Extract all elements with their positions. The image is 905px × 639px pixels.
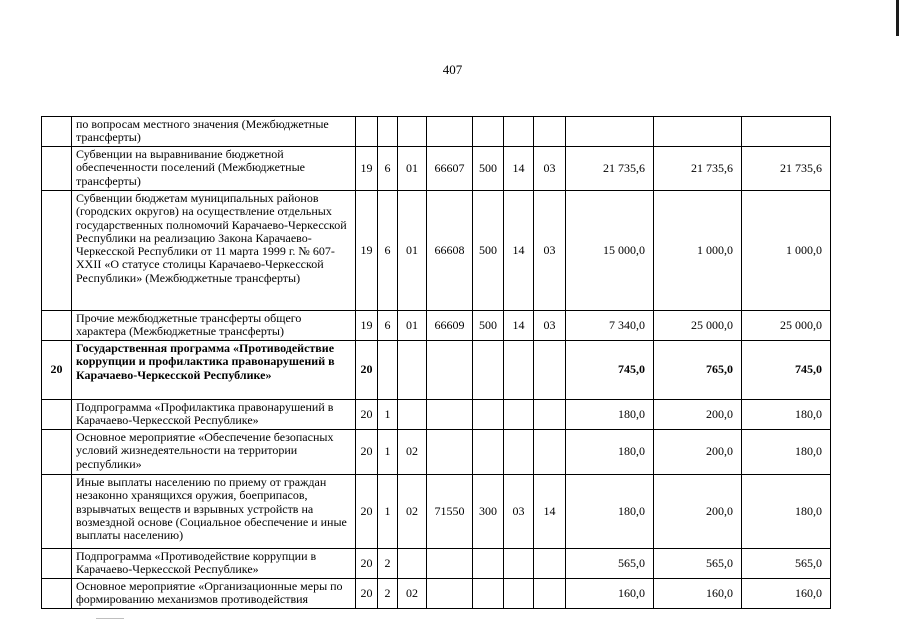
row-name: Прочие межбюджетные трансферты общего характера (Межбюджетные трансферты) [72, 311, 356, 341]
row-name: по вопросам местного значения (Межбюджетные трансферты) [72, 117, 356, 147]
table-row [42, 117, 831, 147]
code-cell [504, 549, 534, 579]
code-cell: 01 [398, 311, 427, 341]
code-cell: 6 [378, 147, 398, 191]
code-cell [473, 117, 504, 147]
table-row [42, 430, 831, 475]
code-cell: 01 [398, 191, 427, 311]
code-cell [427, 549, 473, 579]
code-cell [504, 341, 534, 400]
code-cell: 2 [378, 549, 398, 579]
code-cell [473, 430, 504, 475]
code-cell: 20 [356, 579, 378, 609]
amount-cell [742, 117, 831, 147]
code-cell [473, 549, 504, 579]
code-cell: 02 [398, 579, 427, 609]
code-cell [504, 117, 534, 147]
code-cell [534, 579, 566, 609]
amount-cell: 21 735,6 [566, 147, 654, 191]
scan-speck [96, 618, 124, 619]
amount-cell: 21 735,6 [742, 147, 831, 191]
row-name: Субвенции бюджетам муниципальных районов (городских округов) на осуществление отдельных государственных полномочий Карачаево-Черкесской Республики на реализацию Закона Карачаево-Черкесской Республики от 11 марта 1999 г. № 607-XXII «О статусе столицы Карачаево-Черкесской Республики» (Межбюджетные трансферты) [72, 191, 356, 311]
code-cell: 14 [504, 147, 534, 191]
code-cell: 20 [356, 341, 378, 400]
code-cell: 300 [473, 475, 504, 549]
code-cell: 03 [534, 191, 566, 311]
code-cell: 01 [398, 147, 427, 191]
row-name: Основное мероприятие «Организационные меры по формированию механизмов противодействия [72, 579, 356, 609]
amount-cell: 745,0 [566, 341, 654, 400]
amount-cell [566, 117, 654, 147]
table-row [42, 147, 831, 191]
code-cell [398, 117, 427, 147]
code-cell [427, 117, 473, 147]
code-cell: 14 [534, 475, 566, 549]
code-cell: 02 [398, 430, 427, 475]
code-cell [378, 341, 398, 400]
code-cell [534, 341, 566, 400]
amount-cell: 565,0 [566, 549, 654, 579]
code-cell [398, 341, 427, 400]
amount-cell: 15 000,0 [566, 191, 654, 311]
code-cell [473, 400, 504, 430]
amount-cell: 1 000,0 [742, 191, 831, 311]
row-number [42, 579, 72, 609]
row-name: Государственная программа «Противодействие коррупции и профилактика правонарушений в Карачаево-Черкесской Республике» [72, 341, 356, 400]
amount-cell: 765,0 [654, 341, 742, 400]
row-number [42, 147, 72, 191]
amount-cell: 180,0 [742, 430, 831, 475]
code-cell: 20 [356, 475, 378, 549]
amount-cell: 7 340,0 [566, 311, 654, 341]
amount-cell: 160,0 [742, 579, 831, 609]
row-number: 20 [42, 341, 72, 400]
amount-cell [654, 117, 742, 147]
amount-cell: 200,0 [654, 430, 742, 475]
code-cell [534, 430, 566, 475]
row-number [42, 117, 72, 147]
amount-cell: 180,0 [742, 400, 831, 430]
code-cell: 19 [356, 311, 378, 341]
amount-cell: 200,0 [654, 400, 742, 430]
code-cell [534, 549, 566, 579]
amount-cell: 200,0 [654, 475, 742, 549]
code-cell: 66609 [427, 311, 473, 341]
row-number [42, 475, 72, 549]
code-cell [398, 400, 427, 430]
table-row [42, 549, 831, 579]
amount-cell: 25 000,0 [654, 311, 742, 341]
code-cell: 14 [504, 191, 534, 311]
code-cell: 1 [378, 430, 398, 475]
amount-cell: 565,0 [654, 549, 742, 579]
table-row-program [42, 341, 831, 400]
code-cell: 03 [504, 475, 534, 549]
code-cell: 03 [534, 311, 566, 341]
row-number [42, 549, 72, 579]
row-number [42, 311, 72, 341]
amount-cell: 565,0 [742, 549, 831, 579]
amount-cell: 160,0 [566, 579, 654, 609]
code-cell [378, 117, 398, 147]
code-cell: 500 [473, 191, 504, 311]
row-name: Подпрограмма «Противодействие коррупции в Карачаево-Черкесской Республике» [72, 549, 356, 579]
table-row [42, 579, 831, 609]
row-number [42, 430, 72, 475]
code-cell [398, 549, 427, 579]
amount-cell: 1 000,0 [654, 191, 742, 311]
code-cell: 19 [356, 147, 378, 191]
row-number [42, 400, 72, 430]
code-cell: 66607 [427, 147, 473, 191]
code-cell: 6 [378, 311, 398, 341]
code-cell [427, 430, 473, 475]
code-cell: 2 [378, 579, 398, 609]
code-cell: 03 [534, 147, 566, 191]
code-cell [473, 341, 504, 400]
table-row [42, 311, 831, 341]
code-cell: 6 [378, 191, 398, 311]
amount-cell: 180,0 [566, 475, 654, 549]
amount-cell: 180,0 [566, 430, 654, 475]
row-name: Основное мероприятие «Обеспечение безопасных условий жизнедеятельности на территории республики» [72, 430, 356, 475]
amount-cell: 180,0 [742, 475, 831, 549]
code-cell: 20 [356, 400, 378, 430]
row-name: Субвенции на выравнивание бюджетной обеспеченности поселений (Межбюджетные трансферты) [72, 147, 356, 191]
code-cell: 500 [473, 147, 504, 191]
amount-cell: 745,0 [742, 341, 831, 400]
code-cell: 02 [398, 475, 427, 549]
table-row [42, 191, 831, 311]
code-cell: 20 [356, 549, 378, 579]
row-number [42, 191, 72, 311]
amount-cell: 160,0 [654, 579, 742, 609]
code-cell [427, 341, 473, 400]
code-cell: 19 [356, 191, 378, 311]
amount-cell: 25 000,0 [742, 311, 831, 341]
code-cell [534, 400, 566, 430]
code-cell [356, 117, 378, 147]
table-row [42, 475, 831, 549]
code-cell: 1 [378, 475, 398, 549]
row-name: Иные выплаты населению по приему от граждан незаконно хранящихся оружия, боеприпасов, взрывчатых веществ и взрывных устройств на возмездной основе (Социальное обеспечение и иные выплаты населению) [72, 475, 356, 549]
code-cell [504, 579, 534, 609]
amount-cell: 21 735,6 [654, 147, 742, 191]
row-name: Подпрограмма «Профилактика правонарушений в Карачаево-Черкесской Республике» [72, 400, 356, 430]
table-row [42, 400, 831, 430]
amount-cell: 180,0 [566, 400, 654, 430]
code-cell: 66608 [427, 191, 473, 311]
code-cell [427, 400, 473, 430]
code-cell: 71550 [427, 475, 473, 549]
code-cell: 500 [473, 311, 504, 341]
code-cell [534, 117, 566, 147]
code-cell [504, 430, 534, 475]
scan-edge-mark [896, 0, 899, 36]
code-cell: 14 [504, 311, 534, 341]
budget-table [41, 116, 831, 609]
code-cell: 1 [378, 400, 398, 430]
code-cell [473, 579, 504, 609]
code-cell [427, 579, 473, 609]
code-cell [504, 400, 534, 430]
page-number: 407 [442, 62, 463, 77]
code-cell: 20 [356, 430, 378, 475]
